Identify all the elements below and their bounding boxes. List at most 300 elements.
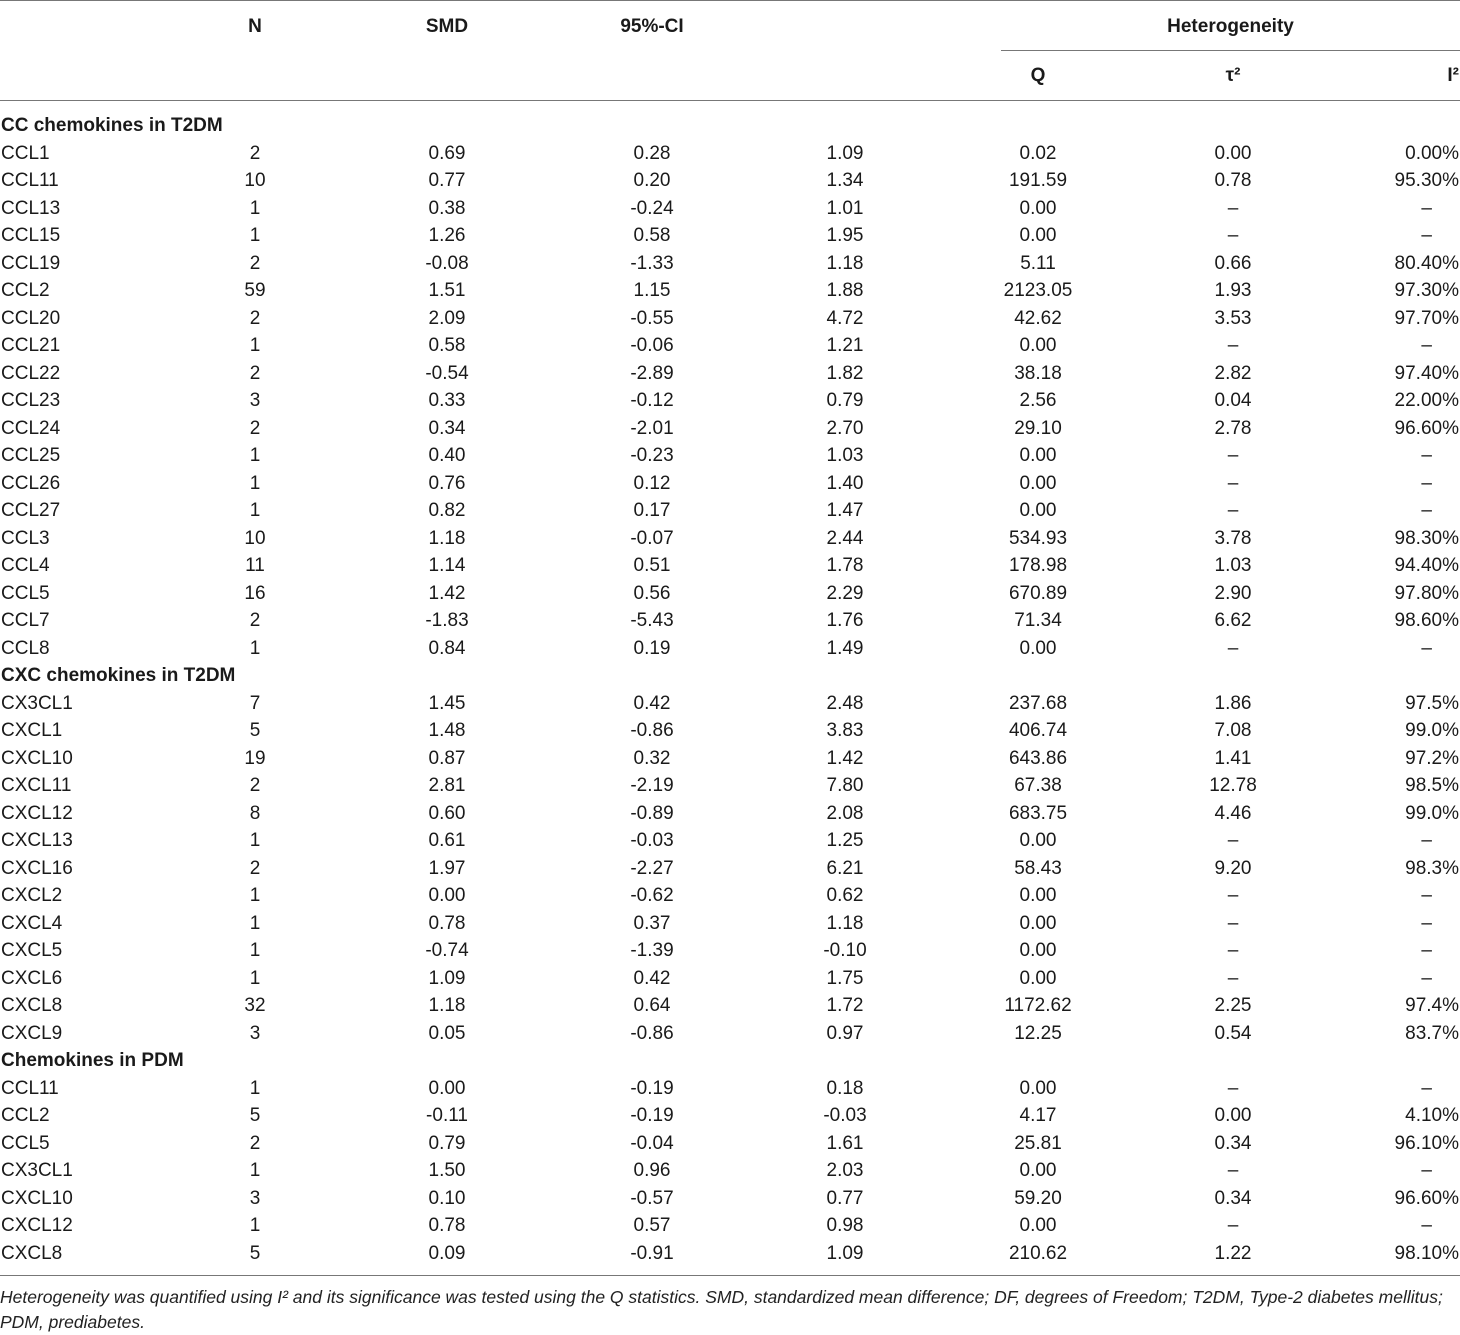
table-body: [0, 112, 1460, 1267]
cell-n: 5: [249, 1105, 261, 1126]
cell-smd: 0.79: [428, 1132, 466, 1154]
cell-i2: –: [1421, 500, 1432, 521]
cell-smd: 1.97: [428, 857, 466, 879]
cell-i2: –: [1421, 445, 1432, 466]
cell-q: 71.34: [1014, 610, 1062, 631]
cell-i2: 98.5%: [1405, 775, 1459, 796]
cell-ci-upper: 1.88: [826, 280, 864, 301]
table-row: [0, 855, 1460, 883]
cell-tau2: –: [1227, 472, 1239, 494]
cell-chemokine: CCL1: [1, 142, 50, 164]
cell-n: 1: [249, 1160, 261, 1181]
cell-q: 2.56: [1019, 390, 1057, 411]
cell-n: 1: [249, 500, 261, 521]
cell-ci-lower: -2.01: [630, 417, 674, 439]
cell-ci-lower: -0.19: [630, 1105, 674, 1126]
cell-chemokine: CCL23: [1, 390, 61, 411]
cell-n: 2: [249, 610, 261, 631]
header-i2: I²: [1447, 65, 1459, 86]
cell-chemokine: CXCL6: [1, 967, 63, 989]
cell-i2: –: [1421, 637, 1432, 659]
cell-chemokine: CCL4: [1, 555, 50, 576]
table-row: [0, 140, 1460, 168]
cell-chemokine: CXCL4: [1, 912, 63, 934]
cell-ci-upper: 1.95: [826, 225, 864, 246]
cell-ci-lower: -0.19: [630, 1077, 674, 1099]
cell-smd: 0.84: [428, 637, 466, 659]
cell-ci-upper: 2.08: [826, 802, 864, 824]
cell-ci-lower: -5.43: [630, 610, 674, 631]
cell-ci-upper: 1.09: [826, 1242, 864, 1264]
cell-chemokine: CXCL10: [1, 747, 73, 769]
cell-tau2: 2.82: [1214, 362, 1252, 384]
cell-chemokine: CXCL11: [1, 775, 72, 796]
cell-smd: 1.45: [428, 692, 466, 714]
cell-smd: 0.33: [428, 390, 466, 411]
cell-n: 1: [249, 637, 261, 659]
cell-n: 2: [249, 362, 261, 384]
cell-chemokine: CCL26: [1, 472, 61, 494]
cell-smd: 0.82: [428, 500, 466, 521]
cell-ci-upper: 2.48: [826, 692, 864, 714]
table-row: [0, 387, 1460, 415]
cell-smd: 0.78: [428, 912, 466, 934]
cell-ci-upper: 1.01: [826, 197, 864, 219]
table-row: [0, 800, 1460, 828]
cell-chemokine: CCL3: [1, 527, 50, 549]
section-title: CXC chemokines in T2DM: [1, 665, 236, 686]
cell-ci-upper: 2.29: [826, 582, 864, 604]
cell-ci-lower: 0.56: [633, 582, 671, 604]
cell-ci-upper: -0.03: [823, 1105, 867, 1126]
cell-tau2: 3.53: [1214, 307, 1252, 329]
cell-tau2: 9.20: [1214, 857, 1252, 879]
cell-i2: 98.30%: [1394, 527, 1459, 549]
cell-chemokine: CCL20: [1, 307, 61, 329]
cell-n: 1: [249, 225, 261, 246]
cell-ci-upper: 1.18: [826, 912, 864, 934]
cell-ci-lower: 0.19: [633, 637, 671, 659]
cell-i2: –: [1421, 1215, 1432, 1236]
table-row: [0, 332, 1460, 360]
section-title: CC chemokines in T2DM: [1, 115, 223, 136]
cell-q: 0.00: [1019, 637, 1057, 659]
cell-ci-lower: -0.55: [630, 307, 674, 329]
header-tau2: τ²: [1225, 65, 1241, 86]
cell-i2: 0.00%: [1405, 142, 1459, 164]
cell-smd: -0.08: [425, 252, 469, 274]
cell-chemokine: CXCL5: [1, 940, 63, 961]
table-row: [0, 167, 1460, 195]
cell-ci-upper: 1.82: [826, 362, 864, 384]
cell-ci-lower: -0.12: [630, 390, 674, 411]
cell-tau2: 2.90: [1214, 582, 1252, 604]
cell-ci-upper: 0.79: [826, 390, 864, 411]
table-row: [0, 415, 1460, 443]
table-row: [0, 1020, 1460, 1048]
cell-n: 7: [249, 692, 261, 714]
cell-chemokine: CCL15: [1, 225, 61, 246]
cell-chemokine: CCL11: [1, 1077, 59, 1099]
cell-q: 178.98: [1008, 555, 1068, 576]
cell-i2: –: [1421, 197, 1432, 219]
table-row: [0, 277, 1460, 305]
table-row: [0, 442, 1460, 470]
cell-n: 1: [249, 830, 261, 851]
cell-ci-lower: 0.42: [633, 692, 671, 714]
table-row: [0, 525, 1460, 553]
table-row: [0, 1185, 1460, 1213]
cell-ci-upper: 1.40: [826, 472, 864, 494]
cell-ci-upper: 1.09: [826, 142, 864, 164]
cell-ci-lower: 0.17: [633, 500, 671, 521]
cell-smd: 2.09: [428, 307, 466, 329]
cell-tau2: 6.62: [1214, 610, 1252, 631]
cell-smd: 0.69: [428, 142, 466, 164]
section-header: [0, 662, 1460, 690]
cell-i2: –: [1421, 335, 1432, 356]
cell-tau2: –: [1227, 1077, 1239, 1099]
cell-tau2: 0.00: [1214, 1105, 1252, 1126]
cell-tau2: 1.93: [1214, 280, 1252, 301]
cell-ci-upper: -0.10: [823, 940, 867, 961]
cell-q: 0.00: [1019, 1160, 1057, 1181]
table-bottom-rule: [0, 1275, 1460, 1276]
cell-q: 1172.62: [1004, 995, 1072, 1016]
cell-tau2: 0.34: [1214, 1187, 1252, 1209]
cell-i2: –: [1421, 967, 1432, 989]
cell-smd: 0.34: [428, 417, 466, 439]
cell-i2: 22.00%: [1394, 390, 1459, 411]
cell-ci-upper: 2.44: [826, 527, 864, 549]
cell-smd: -0.74: [425, 940, 469, 961]
cell-tau2: –: [1227, 940, 1239, 961]
cell-i2: 80.40%: [1394, 252, 1459, 274]
cell-q: 683.75: [1008, 802, 1068, 824]
cell-n: 3: [249, 1022, 261, 1044]
cell-tau2: –: [1227, 1160, 1239, 1181]
cell-ci-lower: 0.58: [633, 225, 671, 246]
cell-chemokine: CCL2: [1, 280, 50, 301]
cell-chemokine: CCL13: [1, 197, 61, 219]
cell-tau2: 7.08: [1214, 720, 1252, 741]
cell-ci-lower: -1.33: [630, 252, 674, 274]
cell-q: 0.00: [1019, 500, 1057, 521]
cell-tau2: 2.78: [1214, 417, 1252, 439]
cell-tau2: 1.41: [1214, 747, 1252, 769]
cell-tau2: 0.54: [1214, 1022, 1252, 1044]
cell-n: 2: [249, 252, 261, 274]
cell-chemokine: CXCL9: [1, 1022, 63, 1044]
cell-ci-lower: 0.12: [633, 472, 671, 494]
cell-chemokine: CXCL1: [1, 720, 63, 741]
cell-smd: 0.10: [428, 1187, 466, 1209]
cell-q: 534.93: [1008, 527, 1068, 549]
cell-n: 32: [244, 995, 266, 1016]
cell-tau2: 0.34: [1214, 1132, 1252, 1154]
cell-tau2: –: [1227, 197, 1239, 219]
table-row: [0, 827, 1460, 855]
cell-chemokine: CXCL10: [1, 1187, 73, 1209]
cell-n: 59: [244, 280, 266, 301]
cell-q: 0.00: [1019, 197, 1057, 219]
cell-ci-lower: -1.39: [630, 940, 674, 961]
cell-smd: 0.38: [428, 197, 466, 219]
cell-i2: 97.70%: [1394, 307, 1459, 329]
cell-tau2: –: [1227, 912, 1239, 934]
cell-chemokine: CCL19: [1, 252, 61, 274]
cell-q: 2123.05: [1003, 280, 1073, 301]
cell-n: 2: [249, 775, 261, 796]
table-row: [0, 305, 1460, 333]
cell-ci-lower: -0.57: [630, 1187, 674, 1209]
cell-q: 0.00: [1019, 472, 1057, 494]
cell-n: 1: [249, 445, 261, 466]
cell-i2: –: [1421, 830, 1432, 851]
cell-i2: 97.2%: [1405, 747, 1459, 769]
cell-i2: 98.60%: [1394, 610, 1459, 631]
cell-smd: 0.78: [428, 1215, 466, 1236]
table-row: [0, 1130, 1460, 1158]
cell-i2: 96.60%: [1394, 417, 1459, 439]
cell-ci-lower: 0.96: [633, 1160, 671, 1181]
cell-ci-lower: -0.23: [630, 445, 674, 466]
cell-q: 0.00: [1019, 1077, 1057, 1099]
cell-chemokine: CXCL13: [1, 830, 73, 851]
cell-q: 0.00: [1019, 912, 1057, 934]
cell-chemokine: CCL5: [1, 582, 50, 604]
cell-tau2: 1.03: [1214, 555, 1252, 576]
cell-q: 38.18: [1014, 362, 1062, 384]
cell-ci-lower: 0.37: [633, 912, 671, 934]
cell-tau2: 4.46: [1214, 802, 1252, 824]
cell-ci-lower: -0.24: [630, 197, 674, 219]
cell-q: 67.38: [1014, 775, 1062, 796]
table-row: [0, 1102, 1460, 1130]
cell-ci-lower: -2.89: [630, 362, 674, 384]
cell-chemokine: CCL5: [1, 1132, 50, 1154]
cell-tau2: –: [1227, 885, 1239, 906]
cell-ci-lower: -0.91: [630, 1242, 674, 1264]
cell-smd: 0.76: [428, 472, 466, 494]
cell-tau2: –: [1227, 967, 1239, 989]
cell-ci-lower: 0.32: [633, 747, 671, 769]
cell-i2: –: [1421, 1077, 1432, 1099]
cell-ci-lower: 0.57: [633, 1215, 671, 1236]
cell-ci-lower: -2.19: [630, 775, 674, 796]
cell-n: 19: [244, 747, 266, 769]
header-heterogeneity: Heterogeneity: [1167, 16, 1294, 37]
cell-i2: 94.40%: [1394, 555, 1459, 576]
table-row: [0, 607, 1460, 635]
cell-n: 1: [249, 1077, 261, 1099]
cell-smd: 0.00: [428, 1077, 466, 1099]
cell-chemokine: CX3CL1: [1, 692, 73, 714]
cell-ci-lower: 0.28: [633, 142, 671, 164]
cell-ci-upper: 2.03: [826, 1160, 864, 1181]
cell-i2: –: [1421, 940, 1432, 961]
cell-ci-upper: 1.72: [826, 995, 864, 1016]
cell-ci-upper: 1.49: [826, 637, 864, 659]
cell-ci-lower: -0.86: [630, 720, 674, 741]
cell-q: 25.81: [1014, 1132, 1062, 1154]
section-title: Chemokines in PDM: [1, 1050, 184, 1071]
cell-ci-upper: 1.21: [826, 335, 864, 356]
cell-chemokine: CX3CL1: [1, 1160, 73, 1181]
cell-smd: 1.18: [428, 527, 466, 549]
cell-n: 1: [249, 885, 261, 906]
header-n: N: [248, 16, 262, 37]
cell-chemokine: CXCL12: [1, 1215, 73, 1236]
cell-q: 0.00: [1019, 967, 1057, 989]
table-row: [0, 745, 1460, 773]
cell-tau2: 1.22: [1214, 1242, 1252, 1264]
cell-smd: -0.54: [425, 362, 469, 384]
cell-i2: 96.60%: [1394, 1187, 1459, 1209]
cell-smd: -1.83: [425, 610, 469, 631]
cell-q: 406.74: [1008, 720, 1068, 741]
cell-smd: 0.09: [428, 1242, 466, 1264]
cell-chemokine: CCL22: [1, 362, 61, 384]
cell-tau2: –: [1227, 500, 1239, 521]
cell-smd: -0.11: [426, 1105, 468, 1126]
table-row: [0, 552, 1460, 580]
cell-ci-lower: 0.64: [633, 995, 671, 1016]
cell-tau2: 1.86: [1214, 692, 1252, 714]
cell-ci-upper: 0.98: [826, 1215, 864, 1236]
cell-smd: 0.00: [428, 885, 466, 906]
cell-ci-upper: 0.77: [826, 1187, 864, 1209]
cell-ci-upper: 0.18: [826, 1077, 864, 1099]
cell-i2: 97.30%: [1394, 280, 1459, 301]
cell-i2: 97.40%: [1394, 362, 1459, 384]
cell-n: 1: [249, 1215, 261, 1236]
table-row: [0, 1157, 1460, 1185]
cell-i2: –: [1421, 472, 1432, 494]
cell-n: 3: [249, 1187, 261, 1209]
table-row: [0, 470, 1460, 498]
cell-chemokine: CCL2: [1, 1105, 50, 1126]
cell-smd: 1.18: [428, 995, 466, 1016]
cell-chemokine: CCL11: [1, 170, 59, 191]
cell-q: 0.00: [1019, 885, 1057, 906]
cell-ci-upper: 1.75: [826, 967, 864, 989]
cell-chemokine: CXCL16: [1, 857, 73, 879]
table-row: [0, 635, 1460, 663]
heterogeneity-rule: [1001, 50, 1460, 51]
cell-ci-upper: 1.47: [826, 500, 864, 521]
table-row: [0, 910, 1460, 938]
cell-n: 2: [249, 417, 261, 439]
header-bottom-rule: [0, 100, 1460, 101]
cell-q: 643.86: [1008, 747, 1068, 769]
cell-tau2: 0.66: [1214, 252, 1252, 274]
cell-ci-lower: 0.20: [633, 170, 671, 191]
cell-tau2: 3.78: [1214, 527, 1252, 549]
cell-ci-upper: 1.25: [826, 830, 864, 851]
cell-n: 1: [249, 967, 261, 989]
cell-smd: 0.61: [428, 830, 466, 851]
table-row: [0, 882, 1460, 910]
cell-tau2: –: [1227, 830, 1239, 851]
cell-smd: 0.60: [428, 802, 466, 824]
cell-n: 10: [244, 170, 266, 191]
cell-q: 670.89: [1008, 582, 1068, 604]
cell-tau2: 0.00: [1214, 142, 1252, 164]
cell-q: 4.17: [1019, 1105, 1057, 1126]
cell-ci-upper: 1.03: [826, 445, 864, 466]
cell-q: 0.00: [1019, 445, 1057, 466]
cell-ci-lower: -0.04: [630, 1132, 674, 1154]
cell-q: 237.68: [1008, 692, 1068, 714]
cell-tau2: –: [1227, 445, 1239, 466]
cell-n: 11: [245, 555, 265, 576]
table-row: [0, 717, 1460, 745]
cell-q: 0.00: [1019, 1215, 1057, 1236]
cell-tau2: –: [1227, 335, 1239, 356]
cell-i2: 97.5%: [1405, 692, 1459, 714]
cell-ci-lower: 0.51: [633, 555, 671, 576]
cell-chemokine: CCL8: [1, 637, 50, 659]
cell-i2: 97.80%: [1394, 582, 1459, 604]
section-header: [0, 1047, 1460, 1075]
cell-smd: 1.51: [428, 280, 466, 301]
cell-tau2: 12.78: [1209, 775, 1257, 796]
cell-i2: 95.30%: [1394, 170, 1459, 191]
cell-ci-upper: 3.83: [826, 720, 864, 741]
cell-smd: 0.77: [428, 170, 466, 191]
cell-ci-upper: 1.76: [826, 610, 864, 631]
cell-q: 0.00: [1019, 225, 1057, 246]
cell-ci-upper: 1.61: [826, 1132, 864, 1154]
cell-chemokine: CCL24: [1, 417, 61, 439]
cell-i2: –: [1421, 1160, 1432, 1181]
cell-n: 10: [244, 527, 266, 549]
cell-chemokine: CXCL12: [1, 802, 73, 824]
cell-tau2: –: [1227, 1215, 1239, 1236]
cell-i2: 96.10%: [1394, 1132, 1459, 1154]
cell-smd: 1.48: [428, 720, 466, 741]
cell-q: 12.25: [1014, 1022, 1062, 1044]
cell-i2: –: [1421, 225, 1432, 246]
cell-ci-upper: 1.34: [826, 170, 864, 191]
cell-n: 8: [249, 802, 261, 824]
cell-tau2: 0.78: [1214, 170, 1252, 191]
table-row: [0, 250, 1460, 278]
table-row: [0, 497, 1460, 525]
cell-chemokine: CCL27: [1, 500, 61, 521]
cell-i2: 98.10%: [1394, 1242, 1459, 1264]
cell-q: 0.00: [1019, 335, 1057, 356]
cell-n: 1: [249, 940, 261, 961]
cell-q: 42.62: [1014, 307, 1062, 329]
cell-smd: 0.87: [428, 747, 466, 769]
header-smd: SMD: [425, 16, 469, 37]
table-row: [0, 690, 1460, 718]
cell-chemokine: CXCL2: [1, 885, 63, 906]
cell-ci-lower: -2.27: [630, 857, 674, 879]
cell-n: 5: [249, 720, 261, 741]
cell-ci-upper: 1.42: [826, 747, 864, 769]
cell-i2: 99.0%: [1405, 720, 1459, 741]
cell-q: 0.02: [1019, 142, 1057, 164]
table-row: [0, 1240, 1460, 1268]
table-row: [0, 772, 1460, 800]
cell-n: 1: [249, 472, 261, 494]
table-row: [0, 1075, 1460, 1103]
table-row: [0, 965, 1460, 993]
cell-ci-upper: 7.80: [826, 775, 864, 796]
